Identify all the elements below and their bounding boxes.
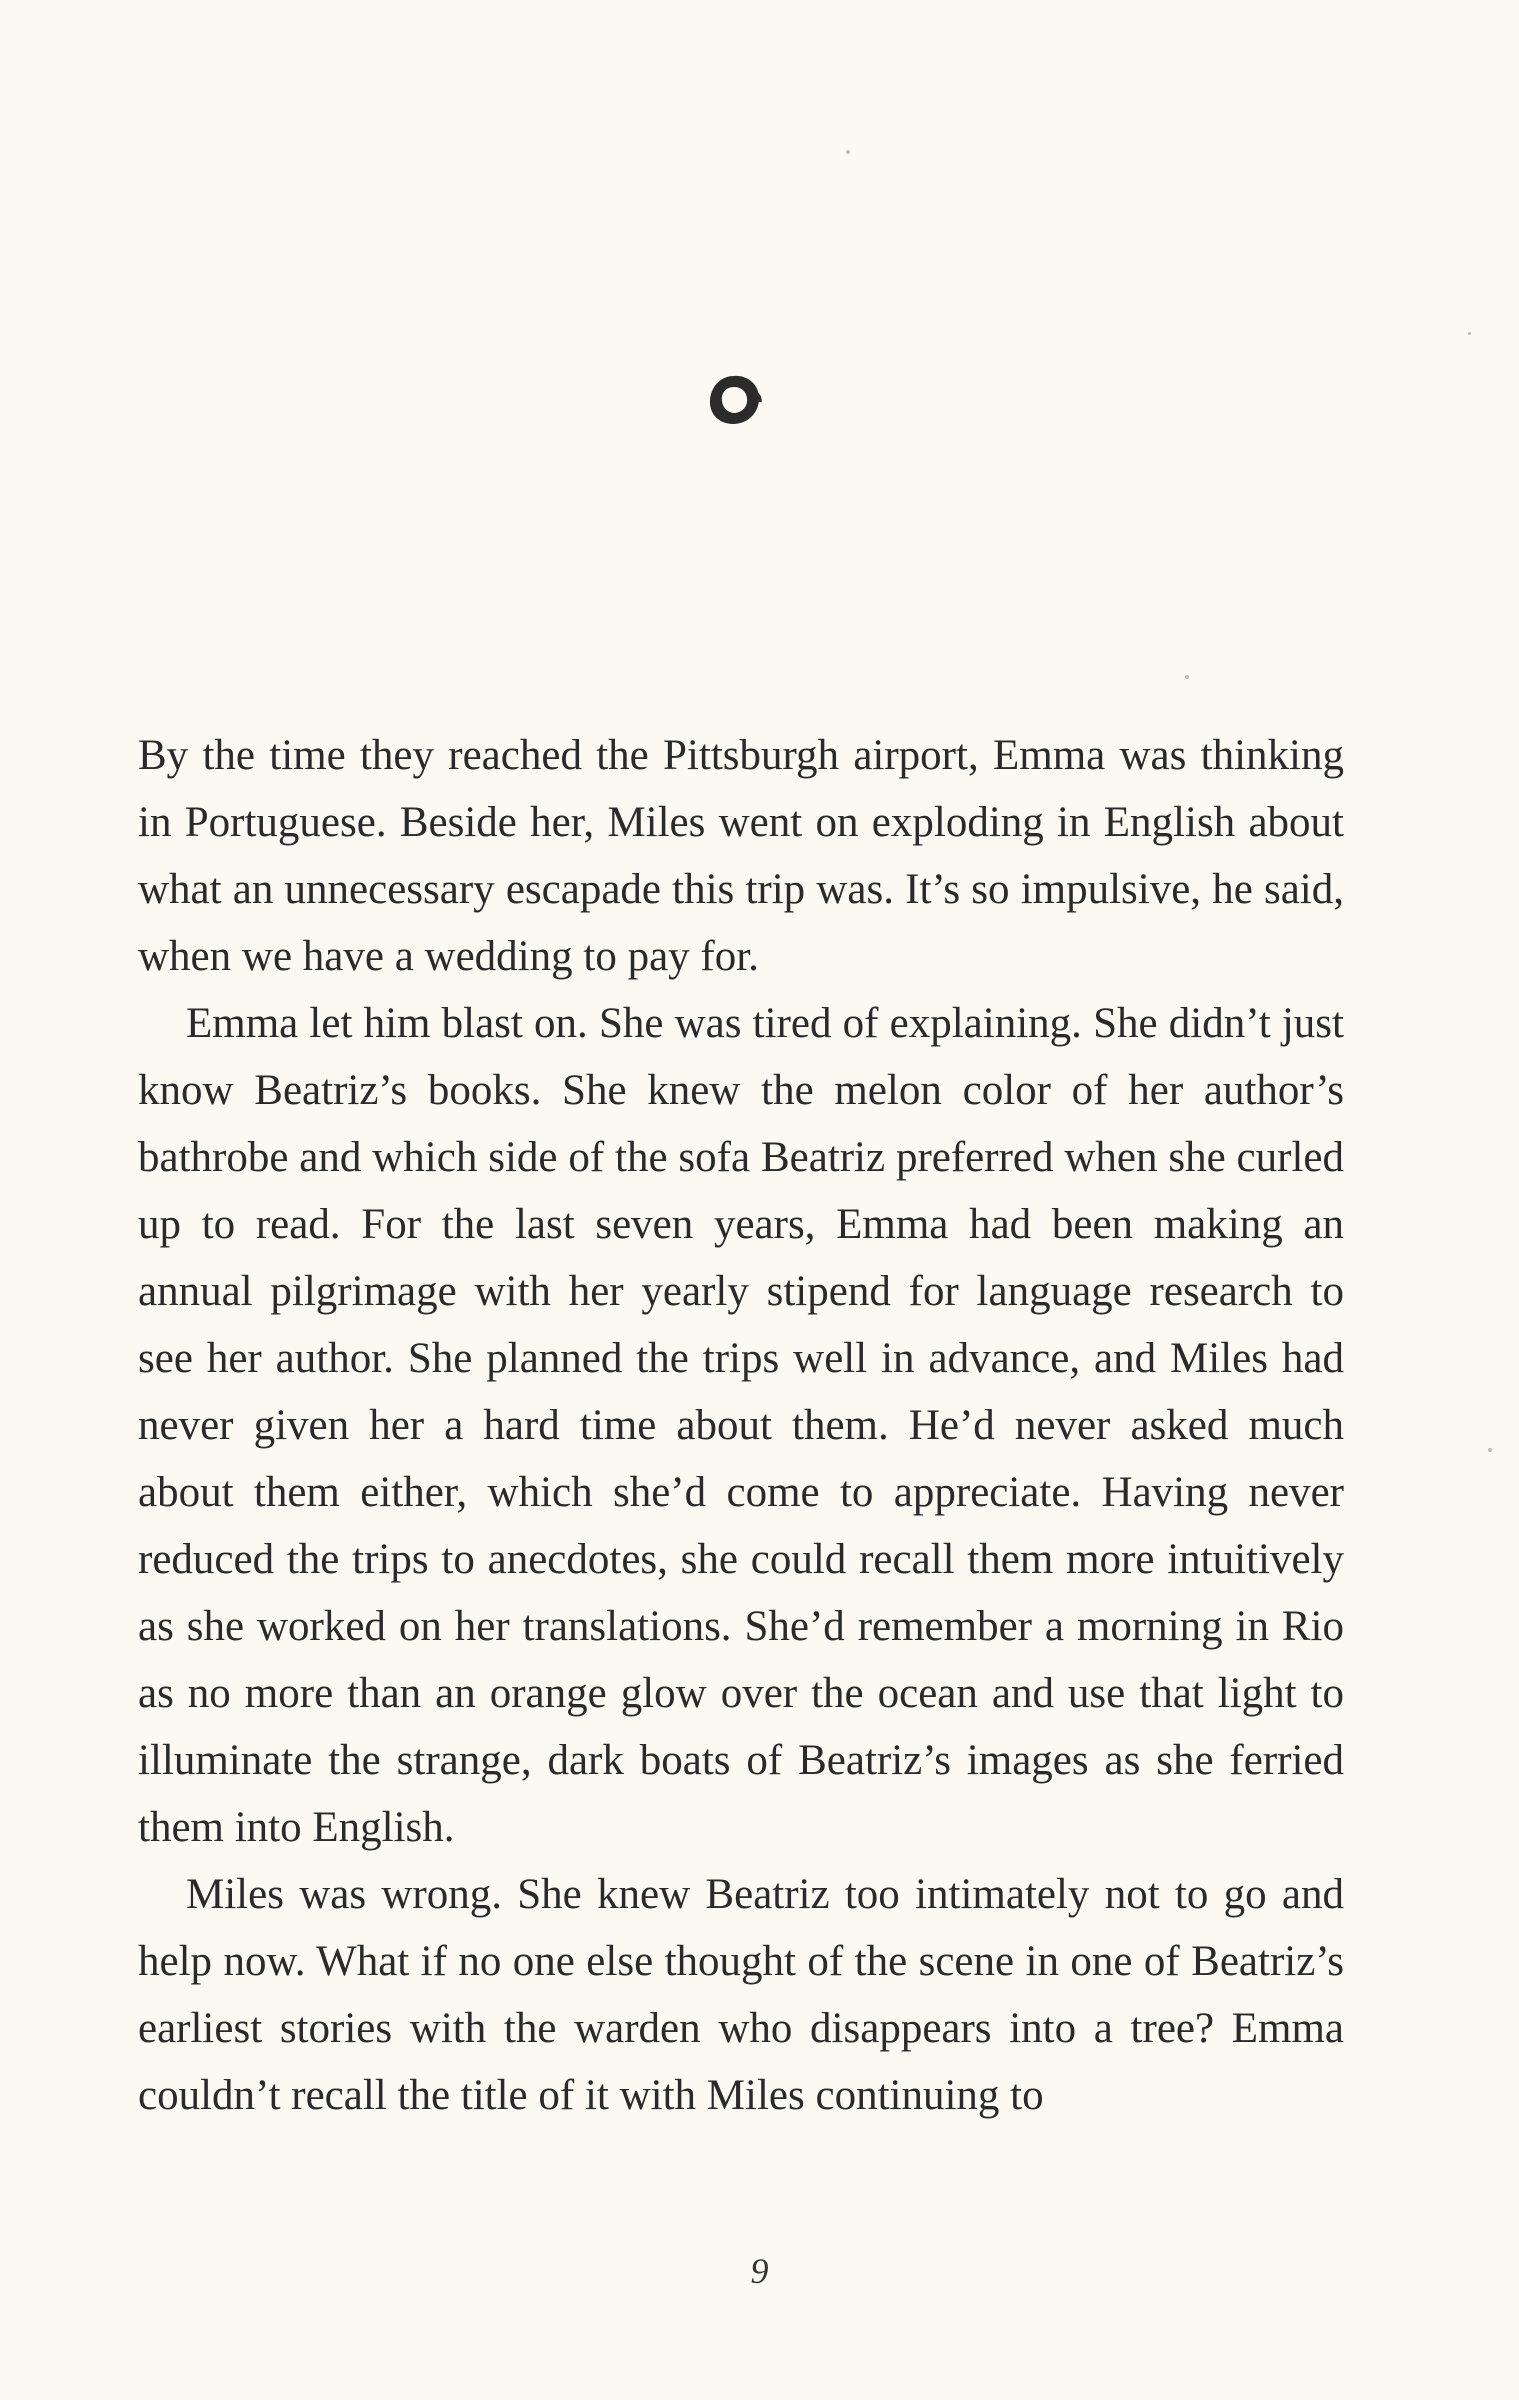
paragraph: Emma let him blast on. She was tired of explaining. She didn’t just know Beatriz’s books. She knew the melon color of her author’s bathrobe and which side of the sofa Beatriz preferred when she curled up to read. For the last seven years, Emma had been making an annual pilgrimage with her yearly stipend for language research to see her author. She planned the trips well in advance, and Miles had never given her a hard time about them. He’d never asked much about them either, which she’d come to appreciate. Having never reduced the trips to anecdotes, she could recall them more intuitively as she worked on her translations. She’d remember a morning in Rio as no more than an orange glow over the ocean and use that light to illuminate the strange, dark boats of Beatriz’s images as she ferried them into English.	[138, 1000, 1344, 1851]
scan-speck	[846, 150, 850, 154]
scan-speck	[1468, 332, 1471, 335]
scan-speck	[1488, 1448, 1492, 1452]
ink-circle-icon	[703, 370, 765, 430]
page-number: 9	[750, 2251, 769, 2291]
paragraph: Miles was wrong. She knew Beatriz too intimately not to go and help now. What if no one else thought of the scene in one of Beatriz’s earliest stories with the warden who disappears into a tree? Emma couldn’t recall the title of it with Miles continuing to	[138, 1871, 1344, 2119]
chapter-body-text	[138, 722, 1344, 2129]
scan-speck	[1185, 675, 1189, 679]
paragraph: By the time they reached the Pittsburgh airport, Emma was thinking in Portuguese. Beside her, Miles went on exploding in English about what an unnecessary escapade this trip was. It’s so impulsive, he said, when we have a wedding to pay for.	[138, 732, 1344, 980]
